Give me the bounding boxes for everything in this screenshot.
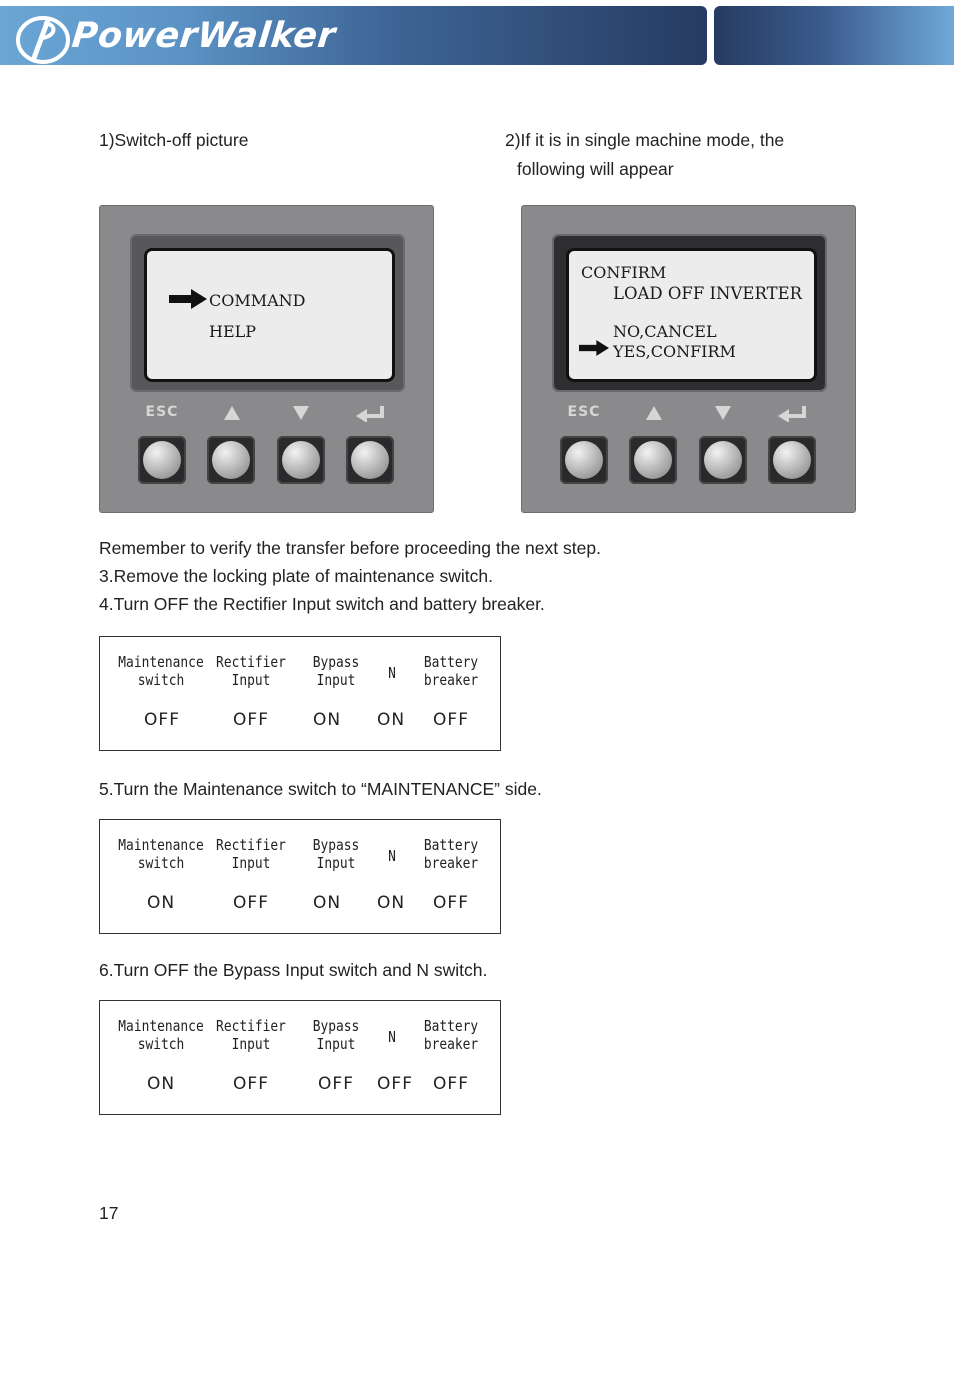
value-battery-breaker: OFF (433, 1074, 469, 1094)
value-n: ON (376, 893, 406, 913)
enter-button[interactable] (768, 436, 816, 484)
down-triangle-icon (266, 404, 336, 420)
down-button[interactable] (699, 436, 747, 484)
value-rectifier-input: OFF (233, 1074, 269, 1094)
header-maintenance-switch: Maintenance switch (118, 653, 204, 689)
header-n: N (388, 664, 396, 682)
esc-label: ESC (145, 404, 179, 420)
header-n: N (388, 1028, 396, 1046)
option-no-cancel: NO,CANCEL (613, 322, 717, 341)
menu-item-help: HELP (209, 322, 257, 341)
caption-single-mode-1: 2)If it is in single machine mode, the (505, 130, 785, 150)
value-battery-breaker: OFF (433, 893, 469, 913)
selection-arrow-icon (579, 340, 609, 356)
selection-arrow-icon (169, 289, 207, 309)
step-4-text: 4.Turn OFF the Rectifier Input switch and battery breaker. (99, 594, 545, 614)
lcd-screen (144, 248, 395, 382)
up-triangle-icon (619, 404, 689, 420)
down-triangle-icon (688, 404, 758, 420)
step-6-text: 6.Turn OFF the Bypass Input switch and N switch. (99, 960, 488, 980)
switch-table-step-4 (99, 636, 501, 751)
header-battery-breaker: Battery breaker (423, 653, 479, 689)
header-bypass-input: Bypass Input (312, 653, 360, 689)
lcd-panel-confirm (521, 205, 856, 513)
switch-table-step-6 (99, 1000, 501, 1115)
value-bypass-input: ON (312, 893, 342, 913)
enter-arrow-icon (758, 404, 828, 422)
esc-button[interactable] (138, 436, 186, 484)
header-maintenance-switch: Maintenance switch (118, 1017, 204, 1053)
load-off-inverter-text: LOAD OFF INVERTER (613, 284, 803, 303)
step-3-text: 3.Remove the locking plate of maintenance switch. (99, 566, 493, 586)
up-triangle-icon (197, 404, 267, 420)
enter-arrow-icon (336, 404, 406, 422)
lcd-panel-switch-off (99, 205, 434, 513)
down-button[interactable] (277, 436, 325, 484)
value-battery-breaker: OFF (433, 710, 469, 730)
header-n: N (388, 847, 396, 865)
brand-name: PowerWalker (69, 16, 338, 56)
header-bar-right (714, 6, 954, 65)
header-bypass-input: Bypass Input (312, 836, 360, 872)
value-bypass-input: OFF (318, 1074, 354, 1094)
header-battery-breaker: Battery breaker (423, 1017, 479, 1053)
lcd-screen (566, 248, 817, 382)
powerwalker-logo-icon (14, 14, 72, 66)
value-maintenance-switch: ON (146, 1074, 176, 1094)
value-n: OFF (377, 1074, 413, 1094)
header-maintenance-switch: Maintenance switch (118, 836, 204, 872)
lcd-bezel (552, 234, 827, 392)
header-rectifier-input: Rectifier Input (216, 653, 286, 689)
option-yes-confirm: YES,CONFIRM (613, 342, 736, 361)
up-button[interactable] (629, 436, 677, 484)
esc-label: ESC (567, 404, 601, 420)
value-rectifier-input: OFF (233, 710, 269, 730)
confirm-title: CONFIRM (581, 263, 667, 282)
header-rectifier-input: Rectifier Input (216, 1017, 286, 1053)
up-button[interactable] (207, 436, 255, 484)
value-maintenance-switch: OFF (144, 710, 180, 730)
caption-single-mode-2: following will appear (517, 159, 674, 179)
esc-button[interactable] (560, 436, 608, 484)
header-bypass-input: Bypass Input (312, 1017, 360, 1053)
menu-item-command: COMMAND (209, 291, 306, 310)
page-number: 17 (99, 1203, 119, 1223)
step-5-text: 5.Turn the Maintenance switch to “MAINTENANCE” side. (99, 779, 542, 799)
caption-switch-off: 1)Switch-off picture (99, 130, 249, 150)
lcd-bezel (130, 234, 405, 392)
enter-button[interactable] (346, 436, 394, 484)
header-battery-breaker: Battery breaker (423, 836, 479, 872)
header-rectifier-input: Rectifier Input (216, 836, 286, 872)
value-maintenance-switch: ON (146, 893, 176, 913)
switch-table-step-5 (99, 819, 501, 934)
value-n: ON (376, 710, 406, 730)
value-bypass-input: ON (312, 710, 342, 730)
verify-transfer-text: Remember to verify the transfer before proceeding the next step. (99, 538, 601, 558)
header-bar (0, 6, 707, 65)
value-rectifier-input: OFF (233, 893, 269, 913)
